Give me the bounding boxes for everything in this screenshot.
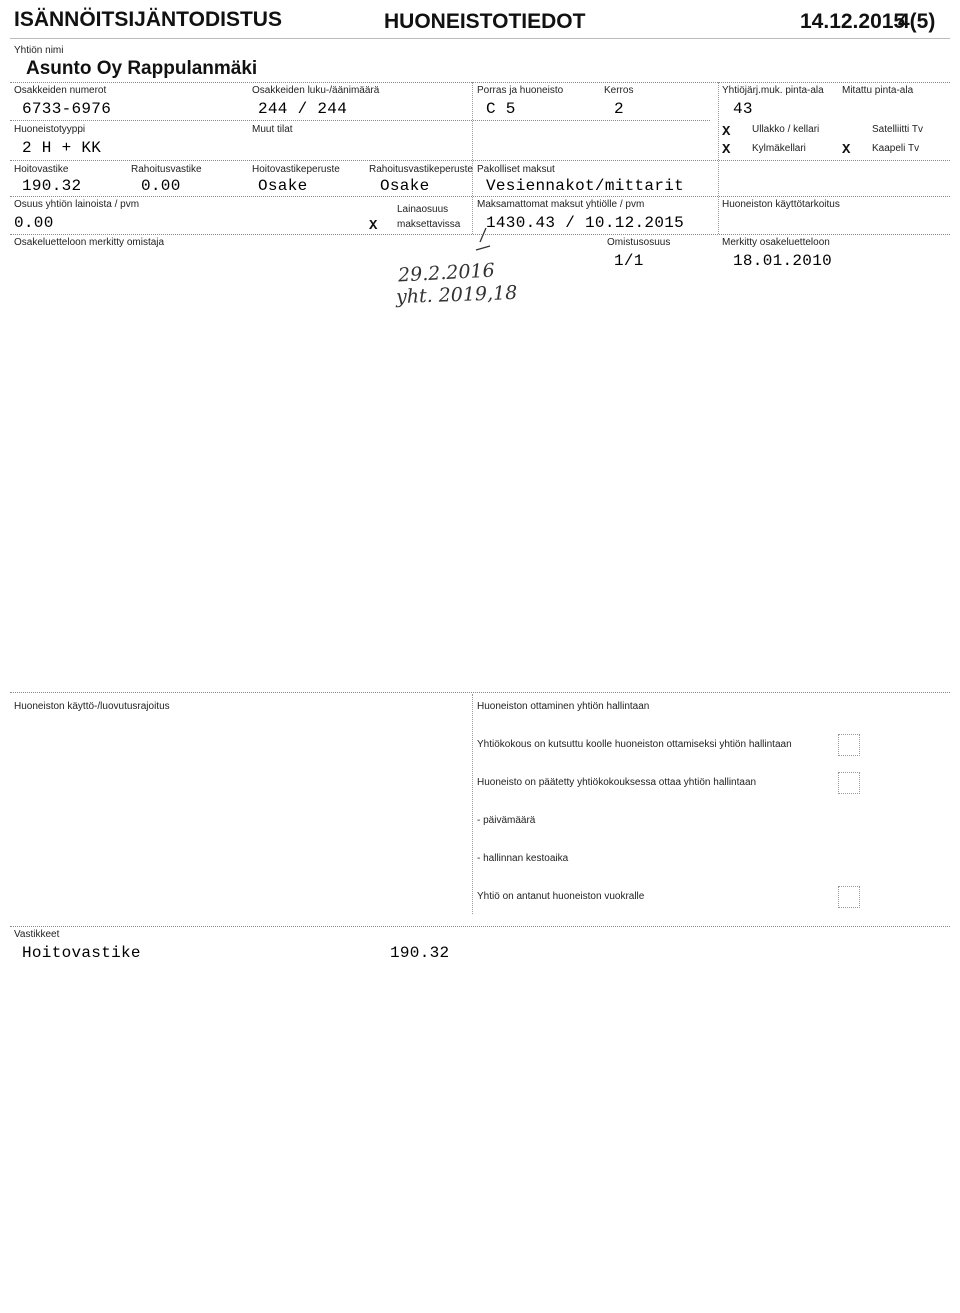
attic-cellar-mark: X bbox=[722, 124, 731, 140]
owner-label: Osakeluetteloon merkitty omistaja bbox=[14, 237, 165, 248]
stair-apartment: C 5 bbox=[486, 100, 516, 118]
takeover-decided: Huoneisto on päätetty yhtiökokouksessa ottaa yhtiön hallintaan bbox=[477, 777, 757, 788]
takeover-duration-label: - hallinnan kestoaika bbox=[477, 853, 569, 864]
floor: 2 bbox=[614, 100, 624, 118]
company-name-label: Yhtiön nimi bbox=[14, 45, 64, 56]
maintenance-basis: Osake bbox=[258, 177, 308, 195]
area-label: Yhtiöjärj.muk. pinta-ala bbox=[722, 85, 824, 96]
share-numbers: 6733-6976 bbox=[22, 100, 112, 118]
usage-restriction-label: Huoneiston käyttö-/luovutusrajoitus bbox=[14, 701, 170, 712]
unpaid-fees: 1430.43 / 10.12.2015 bbox=[486, 214, 685, 232]
mandatory-fees: Vesiennakot/mittarit bbox=[486, 177, 685, 195]
takeover-meeting-called: Yhtiökokous on kutsuttu koolle huoneiston ottamiseksi yhtiön hallintaan bbox=[477, 739, 792, 750]
loan-payable-label-line2: maksettavissa bbox=[397, 219, 461, 230]
charge-amount: 190.32 bbox=[390, 944, 450, 962]
page-number: 4(5) bbox=[898, 10, 936, 33]
section-title: HUONEISTOTIEDOT bbox=[384, 10, 586, 33]
financing-basis-label: Rahoitusvastikeperuste bbox=[369, 164, 473, 175]
takeover-date-label: - päivämäärä bbox=[477, 815, 536, 826]
document-title: ISÄNNÖITSIJÄNTODISTUS bbox=[14, 8, 282, 31]
meeting-called-checkbox[interactable] bbox=[838, 734, 860, 756]
document-date: 14.12.2015 bbox=[800, 10, 906, 33]
apartment-type-label: Huoneistotyyppi bbox=[14, 124, 86, 135]
maintenance-basis-label: Hoitovastikeperuste bbox=[252, 164, 340, 175]
financing-fee-label: Rahoitusvastike bbox=[131, 164, 202, 175]
ownership-label: Omistusosuus bbox=[607, 237, 671, 248]
cold-cellar-mark: X bbox=[722, 142, 731, 158]
unpaid-fees-label: Maksamattomat maksut yhtiölle / pvm bbox=[477, 199, 645, 210]
registered-label: Merkitty osakeluetteloon bbox=[722, 237, 830, 248]
loan-share-label: Osuus yhtiön lainoista / pvm bbox=[14, 199, 140, 210]
handwritten-tick-mark bbox=[470, 226, 494, 256]
share-count: 244 / 244 bbox=[258, 100, 348, 118]
company-name: Asunto Oy Rappulanmäki bbox=[26, 58, 258, 79]
decided-checkbox[interactable] bbox=[838, 772, 860, 794]
rented-out-checkbox[interactable] bbox=[838, 886, 860, 908]
share-count-label: Osakkeiden luku-/äänimäärä bbox=[252, 85, 380, 96]
attic-cellar-label: Ullakko / kellari bbox=[752, 124, 820, 135]
ownership: 1/1 bbox=[614, 252, 644, 270]
handwritten-total: yht. 2019,18 bbox=[395, 281, 518, 309]
cable-tv-label: Kaapeli Tv bbox=[872, 143, 920, 154]
other-spaces-label: Muut tilat bbox=[252, 124, 293, 135]
apartment-type: 2 H + KK bbox=[22, 139, 102, 157]
satellite-tv-label: Satelliitti Tv bbox=[872, 124, 923, 135]
financing-fee: 0.00 bbox=[141, 177, 181, 195]
takeover-title: Huoneiston ottaminen yhtiön hallintaan bbox=[477, 701, 650, 712]
rented-out-label: Yhtiö on antanut huoneiston vuokralle bbox=[477, 891, 645, 902]
registered-date: 18.01.2010 bbox=[733, 252, 833, 270]
cable-tv-mark: X bbox=[842, 142, 851, 158]
financing-basis: Osake bbox=[380, 177, 430, 195]
maintenance-fee: 190.32 bbox=[22, 177, 82, 195]
stair-label: Porras ja huoneisto bbox=[477, 85, 564, 96]
handwritten-date: 29.2.2016 bbox=[397, 259, 496, 287]
maintenance-fee-label: Hoitovastike bbox=[14, 164, 69, 175]
usage-purpose-label: Huoneiston käyttötarkoitus bbox=[722, 199, 840, 210]
measured-area-label: Mitattu pinta-ala bbox=[842, 85, 914, 96]
loan-payable-label-line1: Lainaosuus bbox=[397, 204, 449, 215]
charge-name: Hoitovastike bbox=[22, 944, 141, 962]
share-numbers-label: Osakkeiden numerot bbox=[14, 85, 107, 96]
charges-label: Vastikkeet bbox=[14, 929, 60, 940]
floor-label: Kerros bbox=[604, 85, 634, 96]
loan-payable-mark: X bbox=[369, 218, 378, 234]
cold-cellar-label: Kylmäkellari bbox=[752, 143, 806, 154]
area: 43 bbox=[733, 100, 753, 118]
loan-share: 0.00 bbox=[14, 214, 54, 232]
mandatory-fees-label: Pakolliset maksut bbox=[477, 164, 555, 175]
